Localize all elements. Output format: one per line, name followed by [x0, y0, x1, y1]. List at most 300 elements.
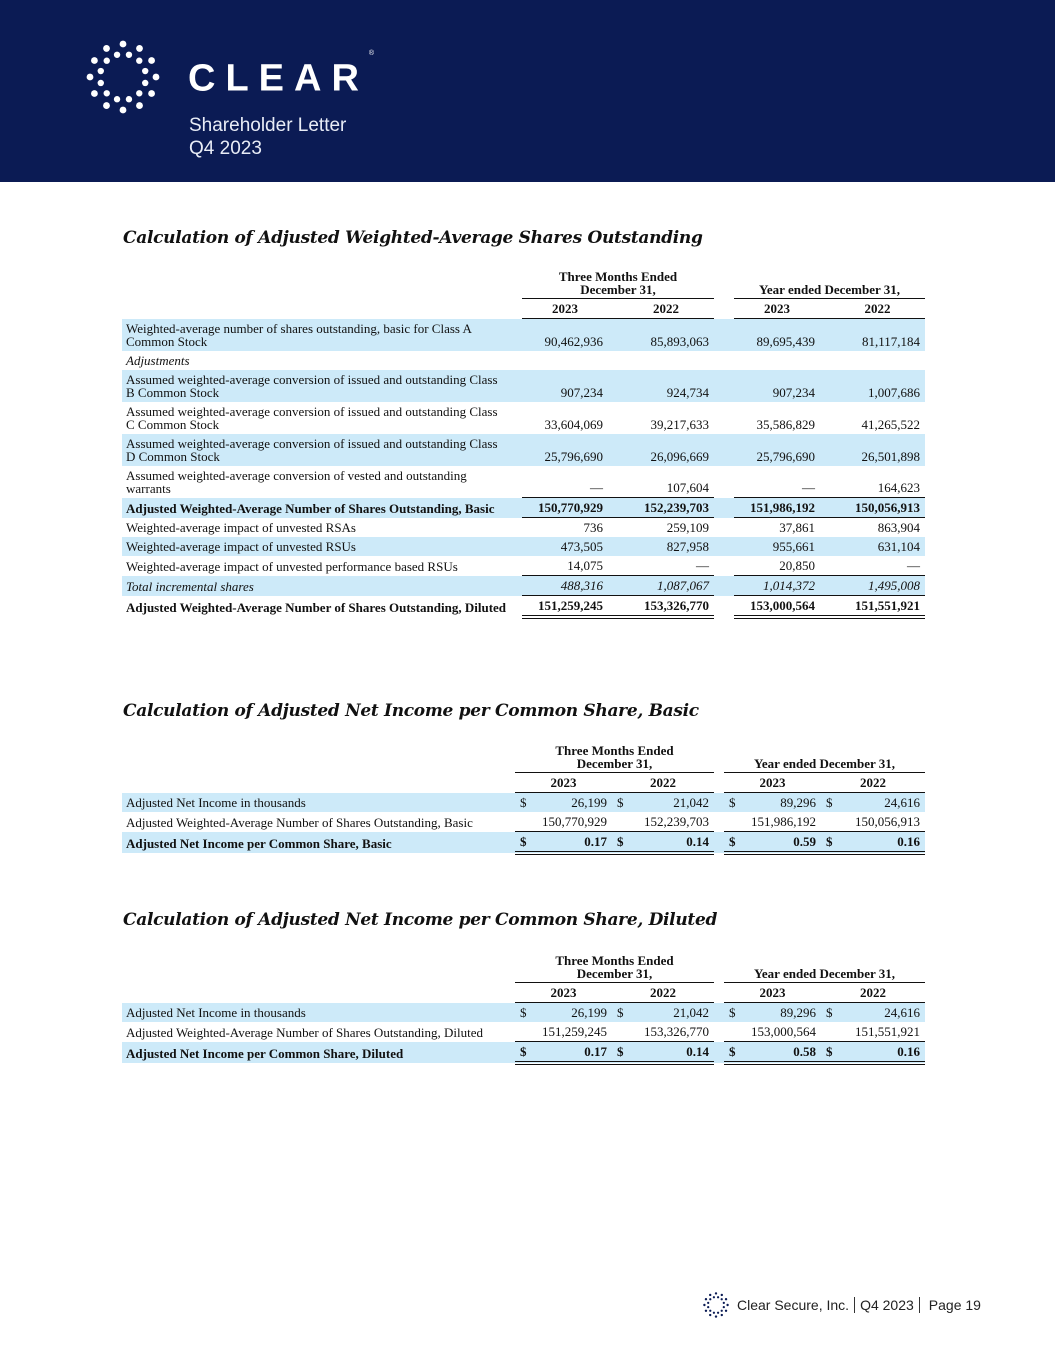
cell-gap	[724, 466, 734, 498]
cell-gap	[608, 596, 618, 618]
row-label: Weighted-average impact of unvested performance based RSUs	[126, 558, 458, 574]
currency-symbol: $	[724, 832, 740, 854]
logo-dot	[136, 45, 143, 52]
row-label: Adjusted Weighted-Average Number of Shares Outstanding, Basic	[126, 814, 473, 830]
row-value: 26,096,669	[618, 434, 714, 466]
cell-gap	[820, 498, 830, 518]
row-value: 153,000,564	[740, 1022, 821, 1042]
year-header: 2023	[724, 773, 821, 793]
row-value: 81,117,184	[830, 319, 925, 351]
header-gap	[505, 954, 515, 983]
year-header: 2023	[522, 299, 608, 319]
cell-gap	[724, 351, 734, 370]
row-value: 150,770,929	[522, 498, 608, 518]
header-gap	[505, 773, 515, 793]
cell-gap	[505, 812, 515, 832]
cell-gap	[512, 319, 522, 351]
row-value: 153,326,770	[628, 1022, 714, 1042]
logo-dot	[120, 107, 127, 114]
cell-gap	[714, 319, 724, 351]
year-header: 2022	[612, 983, 714, 1003]
row-value: 152,239,703	[628, 812, 714, 832]
currency-symbol: $	[515, 832, 531, 854]
currency-symbol: $	[515, 793, 531, 813]
row-value: 25,796,690	[734, 434, 820, 466]
currency-symbol: $	[612, 1042, 628, 1064]
logo-dot	[703, 1304, 705, 1306]
cell-gap	[512, 370, 522, 402]
logo-dot	[126, 96, 132, 102]
logo-dot	[723, 1306, 725, 1308]
cell-gap	[724, 319, 734, 351]
column-group-header-row	[122, 270, 925, 299]
brand-wordmark: CLEAR®	[188, 50, 375, 100]
table-row	[122, 556, 925, 576]
currency-symbol	[612, 1022, 628, 1042]
header-blank	[122, 773, 505, 793]
header-blank	[122, 270, 512, 299]
row-label: Adjusted Net Income per Common Share, Diluted	[122, 1042, 505, 1064]
header-gap	[714, 954, 724, 983]
logo-dot	[136, 58, 142, 64]
cell-gap	[820, 537, 830, 556]
cell-gap	[512, 556, 522, 576]
currency-symbol: $	[612, 832, 628, 854]
logo-dot	[148, 90, 155, 97]
footer-company: Clear Secure, Inc.	[737, 1297, 850, 1313]
logo-dot	[120, 41, 127, 48]
row-label: Total incremental shares	[122, 576, 512, 596]
currency-symbol: $	[821, 793, 837, 813]
row-value: 153,326,770	[618, 596, 714, 618]
clear-logo-icon	[703, 1292, 729, 1318]
cell-gap	[512, 576, 522, 596]
cell-gap	[714, 812, 724, 832]
row-value: 151,551,921	[830, 596, 925, 618]
row-value: 0.16	[837, 832, 925, 854]
cell-gap	[714, 793, 724, 813]
currency-symbol: $	[821, 1003, 837, 1023]
header-gap	[512, 299, 522, 319]
logo-dot	[142, 68, 148, 74]
row-value: 14,075	[522, 556, 608, 576]
cell-gap	[505, 1022, 515, 1042]
table-row	[122, 812, 925, 832]
logo-dot	[705, 1310, 707, 1312]
cell-gap	[724, 498, 734, 518]
cell-gap	[820, 434, 830, 466]
cell-gap	[714, 832, 724, 854]
logo-dot	[114, 52, 120, 58]
row-value: 1,007,686	[830, 370, 925, 402]
logo-dot	[709, 1298, 711, 1300]
logo-dot	[721, 1294, 723, 1296]
row-value: 153,000,564	[734, 596, 820, 618]
currency-symbol: $	[821, 1042, 837, 1064]
column-group-three-months	[515, 954, 714, 983]
document-subtitle	[189, 114, 346, 160]
row-value: 0.16	[837, 1042, 925, 1064]
cell-gap	[608, 402, 618, 434]
cell-gap	[714, 434, 724, 466]
header-gap	[505, 983, 515, 1003]
row-value: 90,462,936	[522, 319, 608, 351]
row-value: 37,861	[779, 520, 815, 535]
header-blank	[122, 744, 505, 773]
row-value: 827,958	[618, 537, 714, 556]
currency-symbol	[724, 1022, 740, 1042]
header-gap	[714, 270, 724, 299]
logo-dot	[87, 74, 94, 81]
row-value: 924,734	[618, 370, 714, 402]
logo-dot	[103, 45, 110, 52]
row-label: Adjusted Net Income in thousands	[122, 1003, 505, 1023]
cell-gap	[512, 498, 522, 518]
year-header-row	[122, 299, 925, 319]
row-value: 1,087,067	[618, 576, 714, 596]
row-value: 107,604	[618, 466, 714, 498]
row-value: 0.17	[531, 1042, 612, 1064]
year-header: 2022	[612, 773, 714, 793]
row-label: Assumed weighted-average conversion of issued and outstanding Class D Common Stock	[122, 434, 512, 466]
currency-symbol	[515, 812, 531, 832]
table-row	[122, 537, 925, 556]
group-label-line-2: December 31,	[580, 282, 656, 297]
currency-symbol	[612, 812, 628, 832]
header-gap	[820, 299, 830, 319]
row-value: 151,551,921	[837, 1022, 925, 1042]
year-header: 2023	[515, 773, 612, 793]
currency-symbol: $	[724, 793, 740, 813]
cell-gap	[724, 518, 734, 538]
row-value	[830, 351, 925, 370]
row-value: 259,109	[666, 520, 709, 535]
logo-dot	[104, 58, 110, 64]
row-value: 24,616	[837, 1003, 925, 1023]
cell-gap	[505, 1042, 515, 1064]
table-row	[122, 498, 925, 518]
cell-gap	[512, 402, 522, 434]
cell-gap	[608, 319, 618, 351]
currency-symbol	[724, 812, 740, 832]
year-header: 2023	[724, 983, 821, 1003]
cell-gap	[724, 576, 734, 596]
adjusted-shares-table	[122, 270, 925, 619]
logo-dot	[725, 1310, 727, 1312]
cell-gap	[505, 1003, 515, 1023]
cell-gap	[820, 319, 830, 351]
header-blank	[122, 954, 505, 983]
header-blank	[122, 299, 512, 319]
table-row	[122, 434, 925, 466]
currency-symbol: $	[724, 1003, 740, 1023]
header-blank	[122, 983, 505, 1003]
group-label-line-1: Three Months Ended	[555, 953, 674, 968]
row-label: Weighted-average number of shares outstanding, basic for Class A Common Stock	[122, 319, 512, 351]
cell-gap	[714, 518, 724, 538]
logo-dot	[721, 1298, 723, 1300]
logo-dot	[713, 1296, 715, 1298]
cell-gap	[714, 537, 724, 556]
header-gap	[714, 299, 724, 319]
row-value: 151,259,245	[531, 1022, 612, 1042]
logo-dot	[98, 80, 104, 86]
cell-gap	[714, 576, 724, 596]
logo-dot	[709, 1310, 711, 1312]
group-label-line-1: Three Months Ended	[555, 743, 674, 758]
cell-gap	[724, 596, 734, 618]
footer-page-number: Page 19	[928, 1297, 981, 1313]
cell-gap	[714, 370, 724, 402]
year-header-row	[122, 773, 925, 793]
row-label: Adjustments	[126, 352, 190, 368]
cell-gap	[820, 466, 830, 498]
row-value: —	[618, 556, 714, 576]
logo-dot	[709, 1294, 711, 1296]
currency-symbol: $	[515, 1003, 531, 1023]
column-group-year-ended: Year ended December 31,	[724, 954, 925, 983]
table-row	[122, 518, 925, 538]
column-group-three-months	[522, 270, 714, 299]
logo-dot	[104, 90, 110, 96]
row-value: 907,234	[522, 370, 608, 402]
row-value: 33,604,069	[544, 416, 603, 432]
cell-gap	[608, 351, 618, 370]
logo-dot	[713, 1312, 715, 1314]
cell-gap	[512, 518, 522, 538]
header-gap	[714, 983, 724, 1003]
logo-dot	[114, 96, 120, 102]
header-gap	[714, 744, 724, 773]
row-label: Weighted-average impact of unvested RSAs	[126, 520, 356, 535]
cell-gap	[608, 537, 618, 556]
row-value: 26,199	[531, 793, 612, 813]
year-header-row	[122, 983, 925, 1003]
cell-gap	[714, 1042, 724, 1064]
column-group-year-ended: Year ended December 31,	[724, 744, 925, 773]
year-header: 2022	[821, 983, 925, 1003]
cell-gap	[714, 466, 724, 498]
subtitle-line-1: Shareholder Letter	[189, 115, 347, 136]
cell-gap	[505, 832, 515, 854]
group-label-line-1: Three Months Ended	[558, 269, 678, 284]
currency-symbol: $	[612, 1003, 628, 1023]
logo-dot	[725, 1298, 727, 1300]
row-value: 89,296	[740, 1003, 821, 1023]
cell-gap	[820, 402, 830, 434]
section-title-net-income-diluted: Calculation of Adjusted Net Income per Common Share, Diluted	[123, 910, 718, 930]
cell-gap	[714, 556, 724, 576]
row-label: Adjusted Net Income per Common Share, Basic	[122, 832, 505, 854]
logo-dot	[142, 80, 148, 86]
row-value	[522, 351, 608, 370]
cell-gap	[512, 537, 522, 556]
footer-divider	[854, 1297, 855, 1313]
row-value: —	[830, 556, 925, 576]
logo-dot	[709, 1314, 711, 1316]
row-label: Adjusted Weighted-Average Number of Shares Outstanding, Basic	[122, 498, 512, 518]
table-row	[122, 370, 925, 402]
cell-gap	[714, 498, 724, 518]
logo-dot	[136, 90, 142, 96]
row-value: 907,234	[734, 370, 820, 402]
cell-gap	[820, 518, 830, 538]
year-header: 2022	[618, 299, 714, 319]
header-gap	[724, 270, 734, 299]
row-value: 26,501,898	[830, 434, 925, 466]
column-group-header-row	[122, 744, 925, 773]
logo-dot	[721, 1314, 723, 1316]
table-row	[122, 319, 925, 351]
table-row	[122, 466, 925, 498]
logo-dot	[717, 1312, 719, 1314]
cell-gap	[820, 370, 830, 402]
row-label: Adjusted Net Income in thousands	[122, 793, 505, 813]
row-value: 24,616	[837, 793, 925, 813]
row-value: 150,770,929	[531, 812, 612, 832]
year-header: 2023	[515, 983, 612, 1003]
row-value: 150,056,913	[837, 812, 925, 832]
row-value: 85,893,063	[618, 319, 714, 351]
row-value: 151,259,245	[522, 596, 608, 618]
cell-gap	[724, 537, 734, 556]
year-header: 2023	[734, 299, 820, 319]
logo-dot	[717, 1296, 719, 1298]
row-value: 164,623	[830, 466, 925, 498]
cell-gap	[608, 466, 618, 498]
logo-dot	[148, 57, 155, 64]
row-label: Weighted-average impact of unvested RSUs	[122, 537, 512, 556]
row-value: 0.58	[740, 1042, 821, 1064]
column-group-header-row	[122, 954, 925, 983]
row-value: 152,239,703	[618, 498, 714, 518]
cell-gap	[608, 556, 618, 576]
table-row	[122, 832, 925, 854]
row-value: 41,265,522	[861, 416, 920, 432]
cell-gap	[608, 434, 618, 466]
footer-divider	[919, 1297, 920, 1313]
row-value	[618, 351, 714, 370]
currency-symbol: $	[724, 1042, 740, 1064]
section-title-adjusted-shares: Calculation of Adjusted Weighted-Average Shares Outstanding	[123, 228, 703, 248]
cell-gap	[505, 793, 515, 813]
cell-gap	[608, 576, 618, 596]
row-value: 488,316	[522, 576, 608, 596]
header-gap	[714, 773, 724, 793]
row-value: 955,661	[734, 537, 820, 556]
currency-symbol	[821, 1022, 837, 1042]
logo-dot	[726, 1304, 728, 1306]
year-header: 2022	[821, 773, 925, 793]
logo-dot	[707, 1302, 709, 1304]
cell-gap	[512, 351, 522, 370]
cell-gap	[714, 402, 724, 434]
row-value: —	[522, 466, 608, 498]
row-value: 151,986,192	[734, 498, 820, 518]
table-row	[122, 1003, 925, 1023]
table-row	[122, 793, 925, 813]
table-row	[122, 1022, 925, 1042]
row-value: 0.59	[740, 832, 821, 854]
row-value	[734, 351, 820, 370]
subtitle-line-2: Q4 2023	[189, 138, 262, 159]
clear-logo-icon	[86, 40, 160, 114]
cell-gap	[820, 596, 830, 618]
currency-symbol	[515, 1022, 531, 1042]
cell-gap	[608, 498, 618, 518]
row-value: 151,986,192	[740, 812, 821, 832]
logo-dot	[98, 68, 104, 74]
row-value: 39,217,633	[650, 416, 709, 432]
table-row	[122, 1042, 925, 1064]
row-label: Assumed weighted-average conversion of issued and outstanding Class C Common Stock	[126, 403, 498, 432]
row-label: Adjusted Weighted-Average Number of Shares Outstanding, Diluted	[126, 1024, 483, 1040]
row-value: 1,495,008	[830, 576, 925, 596]
section-title-net-income-basic: Calculation of Adjusted Net Income per Common Share, Basic	[123, 701, 699, 721]
cell-gap	[820, 576, 830, 596]
table-row	[122, 402, 925, 434]
cell-gap	[512, 466, 522, 498]
table-row	[122, 576, 925, 596]
currency-symbol: $	[821, 832, 837, 854]
cell-gap	[512, 596, 522, 618]
net-income-diluted-table	[122, 954, 925, 1065]
cell-gap	[714, 1022, 724, 1042]
page-footer	[703, 1292, 981, 1318]
row-value: 736	[583, 520, 603, 535]
column-group-three-months	[515, 744, 714, 773]
row-label: Assumed weighted-average conversion of vested and outstanding warrants	[126, 467, 467, 496]
logo-dot	[103, 102, 110, 109]
logo-dot	[721, 1310, 723, 1312]
row-value: 631,104	[830, 537, 925, 556]
logo-dot	[91, 90, 98, 97]
header-gap	[608, 299, 618, 319]
row-value: 21,042	[628, 793, 714, 813]
cell-gap	[820, 556, 830, 576]
table-row	[122, 351, 925, 370]
cell-gap	[714, 596, 724, 618]
logo-dot	[715, 1315, 717, 1317]
row-value: 26,199	[531, 1003, 612, 1023]
row-value: 0.17	[531, 832, 612, 854]
cell-gap	[724, 434, 734, 466]
cell-gap	[820, 351, 830, 370]
currency-symbol: $	[612, 793, 628, 813]
cell-gap	[724, 370, 734, 402]
logo-dot	[705, 1298, 707, 1300]
cell-gap	[714, 1003, 724, 1023]
cell-gap	[714, 351, 724, 370]
table-row	[122, 596, 925, 618]
logo-dot	[136, 102, 143, 109]
header-gap	[505, 744, 515, 773]
row-value: 863,904	[877, 520, 920, 535]
column-group-year-ended: Year ended December 31,	[734, 270, 925, 299]
net-income-basic-table	[122, 744, 925, 855]
cell-gap	[608, 370, 618, 402]
row-value: 473,505	[522, 537, 608, 556]
group-label-line-2: December 31,	[576, 966, 653, 981]
currency-symbol	[821, 812, 837, 832]
row-value: 0.14	[628, 1042, 714, 1064]
header-gap	[512, 270, 522, 299]
group-label-line-2: December 31,	[576, 756, 653, 771]
currency-symbol: $	[515, 1042, 531, 1064]
cell-gap	[724, 402, 734, 434]
row-value: 20,850	[734, 556, 820, 576]
row-value: 89,296	[740, 793, 821, 813]
